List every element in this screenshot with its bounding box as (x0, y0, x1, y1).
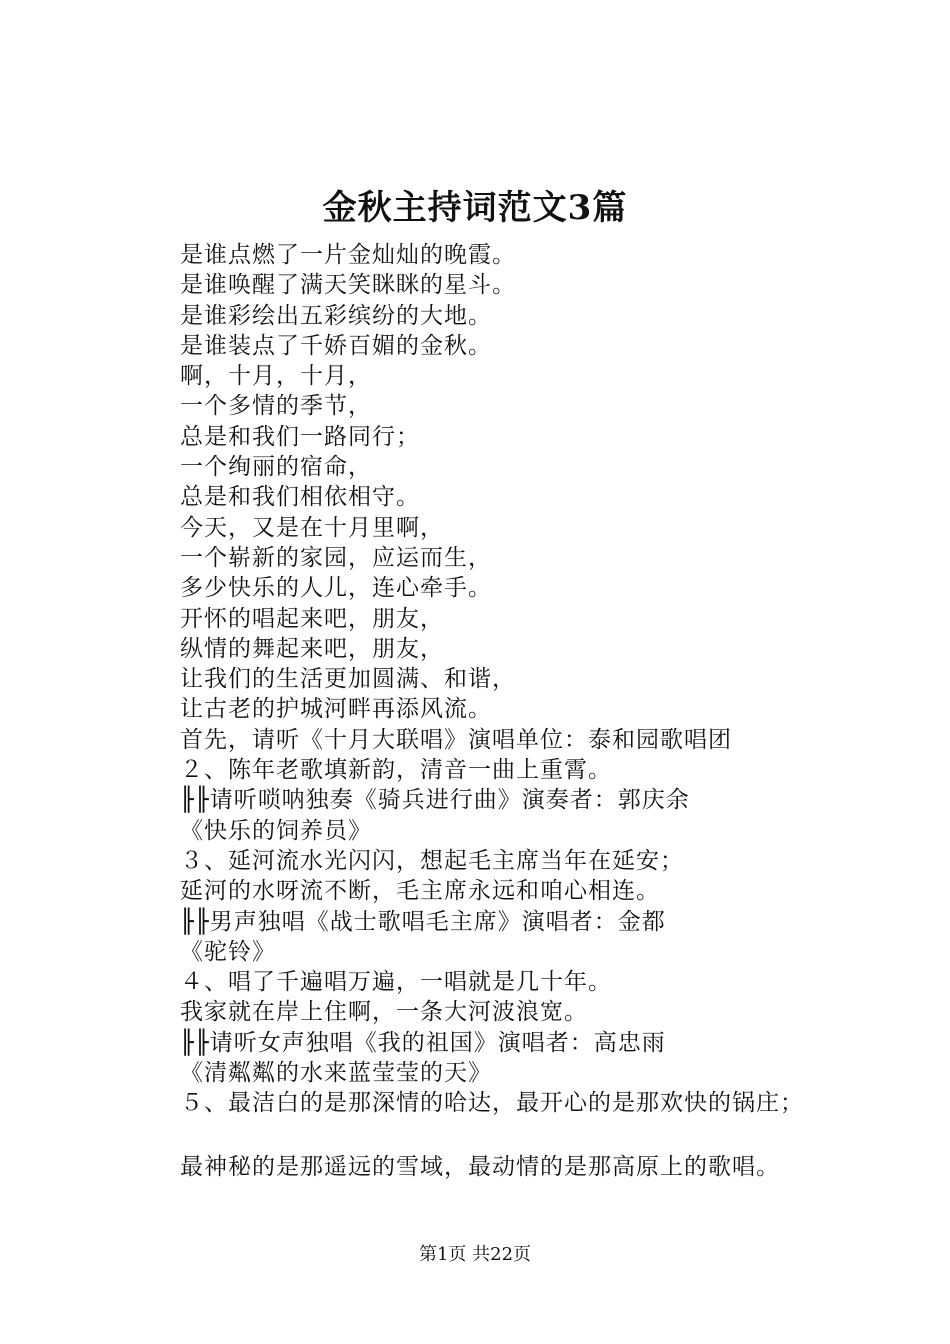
text-line: 总是和我们相依相守。 (180, 484, 420, 511)
text-line: ４、唱了千遍唱万遍，一唱就是几十年。 (180, 969, 612, 996)
text-line: ╟╟请听唢呐独奏《骑兵进行曲》演奏者：郭庆余 (180, 787, 690, 814)
page-footer: 第1页 共22页 (418, 1244, 532, 1265)
text-line: 开怀的唱起来吧，朋友， (180, 605, 444, 632)
text-line: 首先，请听《十月大联唱》演唱单位：泰和园歌唱团 (180, 726, 732, 753)
text-line: 多少快乐的人儿，连心牵手。 (180, 575, 492, 602)
text-line: ５、最洁白的是那深情的哈达，最开心的是那欢快的锅庄； (180, 1090, 804, 1117)
text-line: 我家就在岸上住啊，一条大河波浪宽。 (180, 999, 588, 1026)
document-body (180, 240, 940, 1182)
text-line: ╟╟请听女声独唱《我的祖国》演唱者：高忠雨 (180, 1029, 666, 1056)
text-line: 一个绚丽的宿命， (180, 454, 372, 481)
text-line: ╟╟男声独唱《战士歌唱毛主席》演唱者：金都 (180, 908, 666, 935)
text-line: 是谁唤醒了满天笑眯眯的星斗。 (180, 272, 516, 299)
page-title: 金秋主持词范文3篇 (322, 188, 628, 228)
text-line: 总是和我们一路同行； (180, 423, 420, 450)
text-line: ３、延河流水光闪闪，想起毛主席当年在延安； (180, 847, 684, 874)
text-line: 《快乐的饲养员》 (180, 817, 372, 844)
text-line: 啊，十月，十月， (180, 363, 372, 390)
text-line: 延河的水呀流不断，毛主席永远和咱心相连。 (180, 878, 660, 905)
text-line: 《驼铃》 (180, 938, 276, 965)
text-line: 一个崭新的家园，应运而生， (180, 544, 492, 571)
text-line: 最神秘的是那遥远的雪域，最动情的是那高原上的歌唱。 (180, 1153, 780, 1180)
text-line: 《清粼粼的水来蓝莹莹的天》 (180, 1060, 492, 1087)
text-line: ２、陈年老歌填新韵，清音一曲上重霄。 (180, 757, 612, 784)
text-line: 是谁彩绘出五彩缤纷的大地。 (180, 302, 492, 329)
text-line: 是谁点燃了一片金灿灿的晚霞。 (180, 242, 516, 268)
text-line: 纵情的舞起来吧，朋友， (180, 635, 444, 662)
text-line: 是谁装点了千娇百媚的金秋。 (180, 332, 492, 359)
text-line: 一个多情的季节， (180, 393, 372, 420)
text-line: 让古老的护城河畔再添风流。 (180, 696, 492, 723)
text-line: 今天，又是在十月里啊， (180, 514, 444, 541)
text-line: 让我们的生活更加圆满、和谐， (180, 666, 516, 693)
